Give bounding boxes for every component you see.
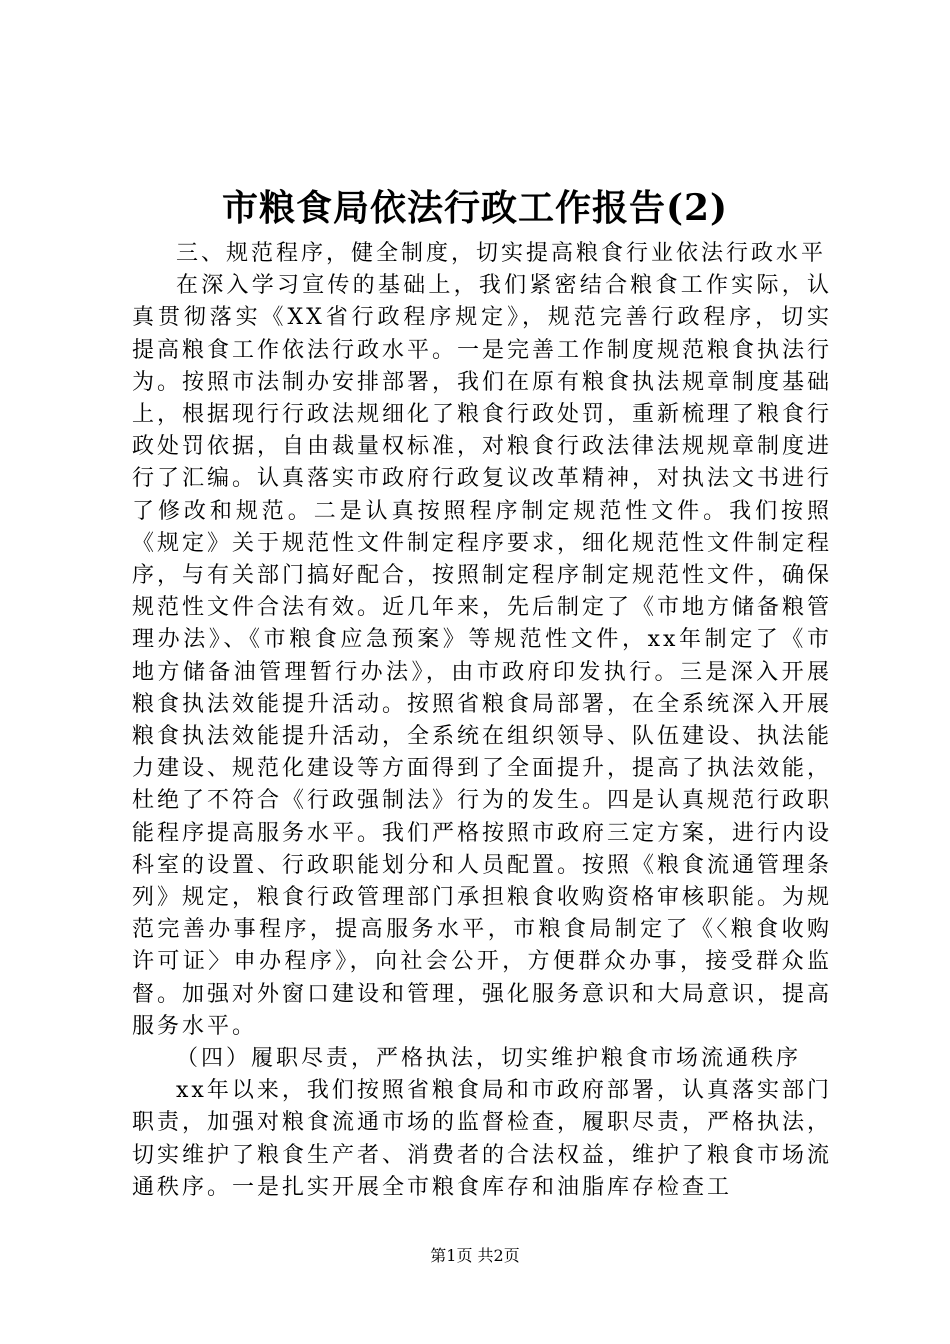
body-paragraph: xx年以来，我们按照省粮食局和市政府部署，认真落实部门职责，加强对粮食流通市场的监督检查，履职尽责，严格执法，切实维护了粮食生产者、消费者的合法权益，维护了粮食市场流通秩序。一是扎实开展全市粮食库存和油脂库存检查工 — [132, 1078, 833, 1200]
document-title: 市粮食局依法行政工作报告(2) — [221, 187, 729, 229]
body-paragraph: 在深入学习宣传的基础上，我们紧密结合粮食工作实际，认真贯彻落实《XX省行政程序规定》，规范完善行政程序，切实提高粮食工作依法行政水平。一是完善工作制度规范粮食执法行为。按照市法制办安排部署，我们在原有粮食执法规章制度基础上，根据现行行政法规细化了粮食行政处罚，重新梳理了粮食行政处罚依据，自由裁量权标准，对粮食行政法律法规规章制度进行了汇编。认真落实市政府行政复议改革精神，对执法文书进行了修改和规范。二是认真按照程序制定规范性文件。我们按照《规定》关于规范性文件制定程序要求，细化规范性文件制定程序，与有关部门搞好配合，按照制定程序制定规范性文件，确保规范性文件合法有效。近几年来，先后制定了《市地方储备粮管理办法》、《市粮食应急预案》等规范性文件，xx年制定了《市地方储备油管理暂行办法》，由市政府印发执行。三是深入开展粮食执法效能提升活动。按照省粮食局部署，在全系统深入开展粮食执法效能提升活动，全系统在组织领导、队伍建设、执法能力建设、规范化建设等方面得到了全面提升，提高了执法效能，杜绝了不符合《行政强制法》行为的发生。四是认真规范行政职能程序提高服务水平。我们严格按照市政府三定方案，进行内设科室的设置、行政职能划分和人员配置。按照《粮食流通管理条列》规定，粮食行政管理部门承担粮食收购资格审核职能。为规范完善办事程序，提高服务水平，市粮食局制定了《〈粮食收购许可证〉申办程序》，向社会公开，方便群众办事，接受群众监督。加强对外窗口建设和管理，强化服务意识和大局意识，提高服务水平。 — [132, 273, 833, 1039]
document-body — [132, 238, 832, 1204]
section-heading-3: 三、规范程序，健全制度，切实提高粮食行业依法行政水平 — [176, 241, 827, 266]
section-heading-4: （四）履职尽责，严格执法，切实维护粮食市场流通秩序 — [176, 1046, 802, 1072]
page-footer: 第1页 共2页 — [430, 1246, 520, 1265]
